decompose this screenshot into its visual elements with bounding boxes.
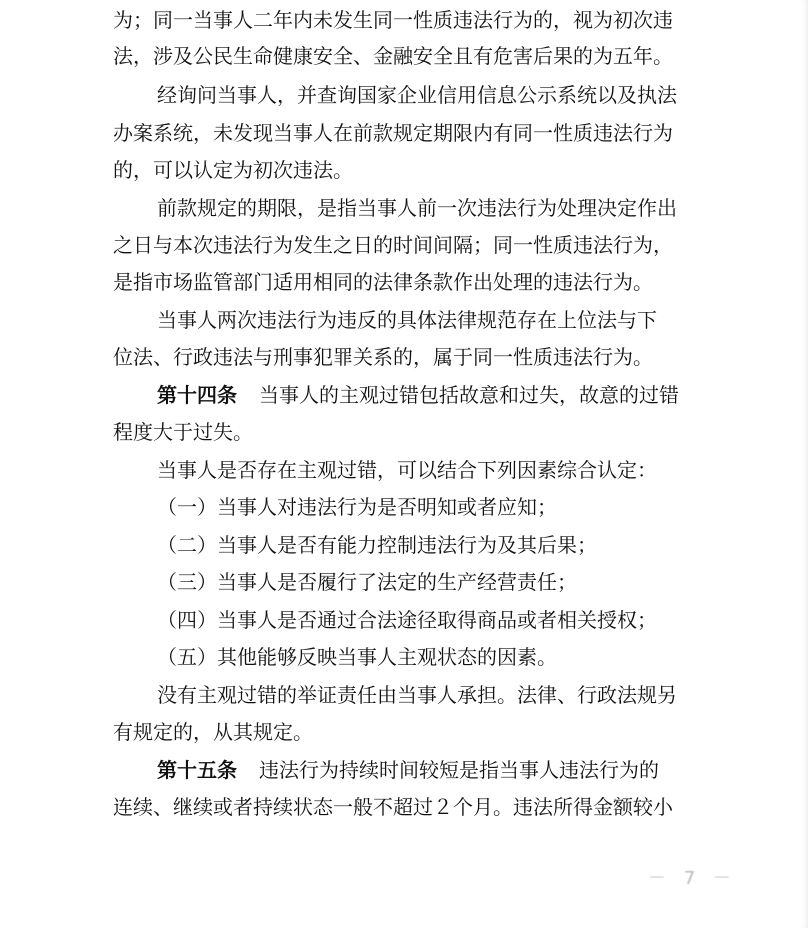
text-line: 之日与本次违法行为发生之日的时间间隔；同一性质违法行为， bbox=[113, 233, 673, 257]
article-14-line bbox=[157, 381, 679, 409]
article-15-heading: 第十五条 bbox=[157, 758, 237, 782]
list-item: （一）当事人对违法行为是否明知或者应知； bbox=[157, 495, 557, 519]
list-item: （三）当事人是否履行了法定的生产经营责任； bbox=[157, 570, 577, 594]
text-line: 程度大于过失。 bbox=[113, 420, 253, 444]
text-line: 有规定的，从其规定。 bbox=[113, 720, 313, 744]
article-15-line bbox=[157, 756, 659, 784]
text-line: 当事人两次违法行为违反的具体法律规范存在上位法与下 bbox=[157, 308, 657, 332]
text-line: 办案系统，未发现当事人在前款规定期限内有同一性质违法行为 bbox=[113, 121, 673, 145]
text-line: 当事人是否存在主观过错，可以结合下列因素综合认定： bbox=[157, 458, 657, 482]
article-14-text: 当事人的主观过错包括故意和过失，故意的过错 bbox=[259, 383, 679, 407]
text-line: 经询问当事人，并查询国家企业信用信息公示系统以及执法 bbox=[157, 83, 677, 107]
text-line: 连续、继续或者持续状态一般不超过２个月。违法所得金额较小 bbox=[113, 795, 673, 819]
list-item: （五）其他能够反映当事人主观状态的因素。 bbox=[157, 645, 557, 669]
text-line: 位法、行政违法与刑事犯罪关系的，属于同一性质违法行为。 bbox=[113, 345, 653, 369]
list-item: （二）当事人是否有能力控制违法行为及其后果； bbox=[157, 533, 597, 557]
article-14-heading: 第十四条 bbox=[157, 383, 237, 407]
page-number: － 7 － bbox=[648, 868, 737, 889]
list-item: （四）当事人是否通过合法途径取得商品或者相关授权； bbox=[157, 608, 657, 632]
text-line: 没有主观过错的举证责任由当事人承担。法律、行政法规另 bbox=[157, 683, 677, 707]
text-line: 前款规定的期限，是指当事人前一次违法行为处理决定作出 bbox=[157, 196, 677, 220]
text-line: 的，可以认定为初次违法。 bbox=[113, 158, 353, 182]
text-line: 法，涉及公民生命健康安全、金融安全且有危害后果的为五年。 bbox=[113, 44, 673, 68]
article-15-text: 违法行为持续时间较短是指当事人违法行为的 bbox=[259, 758, 659, 782]
text-line: 是指市场监管部门适用相同的法律条款作出处理的违法行为。 bbox=[113, 270, 653, 294]
text-line: 为；同一当事人二年内未发生同一性质违法行为的，视为初次违 bbox=[113, 8, 673, 32]
